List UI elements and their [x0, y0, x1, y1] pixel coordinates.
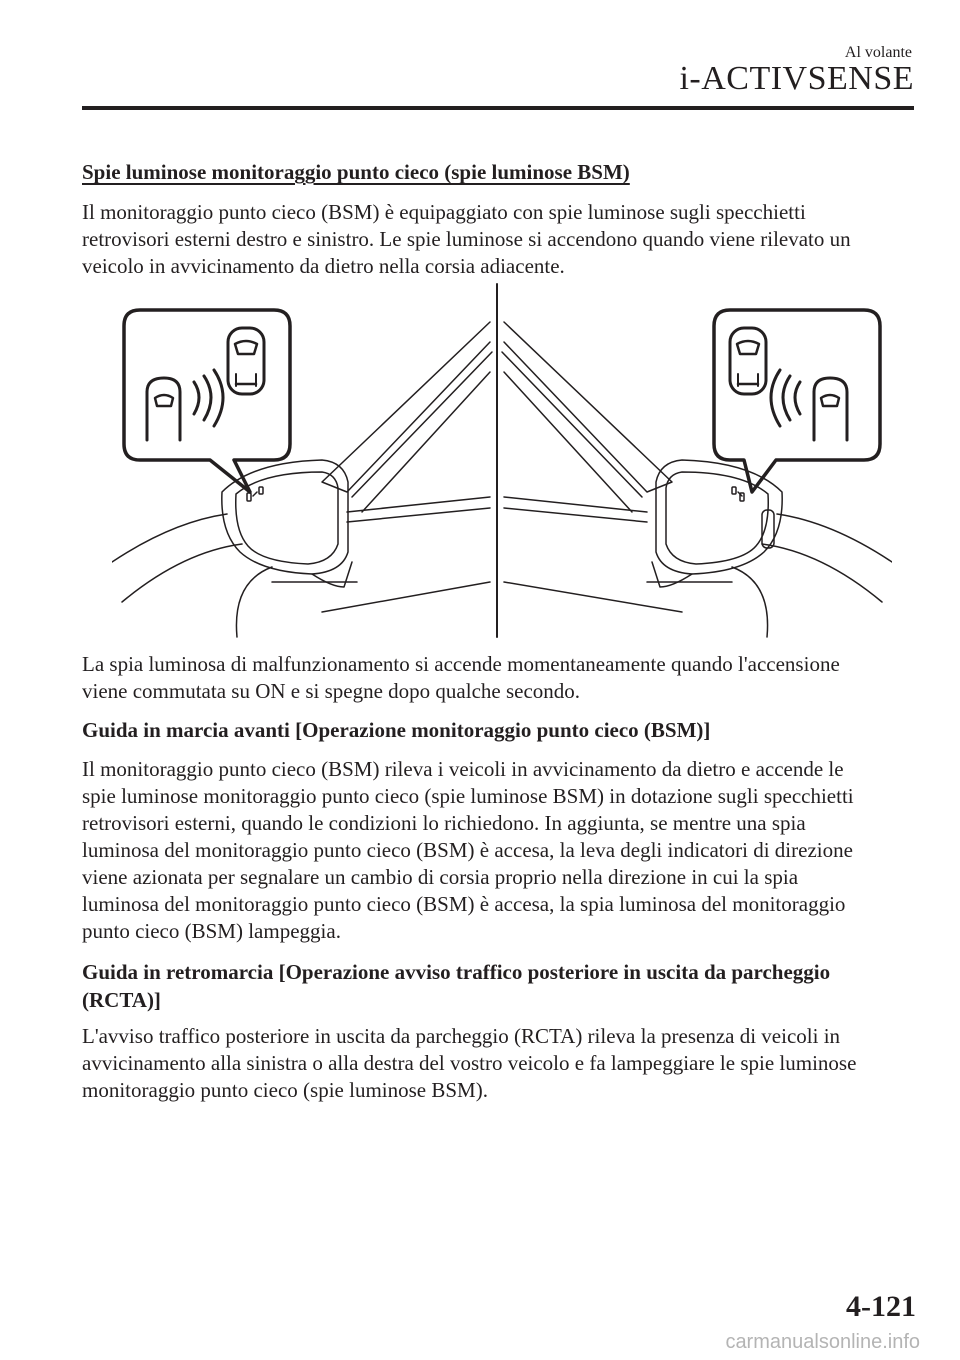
- text-line: luminosa del monitoraggio punto cieco (BSM) è accesa, la spia luminosa del monitoraggio: [82, 892, 846, 916]
- section-title: Al volante: [844, 44, 912, 61]
- reverse-driving-heading: [82, 958, 912, 1014]
- text-line: retrovisori esterni, quando le condizioni lo richiedono. In aggiunta, se mentre una spia: [82, 811, 806, 835]
- watermark: carmanualsonline.info: [725, 1331, 920, 1353]
- malfunction-paragraph: [82, 651, 912, 705]
- text-line: L'avviso traffico posteriore in uscita da parcheggio (RCTA) rileva la presenza di veicoli in: [82, 1024, 841, 1048]
- page-number: 4-121: [846, 1290, 916, 1323]
- text-line: Il monitoraggio punto cieco (BSM) rileva i veicoli in avvicinamento da dietro e accende le: [82, 757, 844, 781]
- text-line: Il monitoraggio punto cieco (BSM) è equipaggiato con spie luminose sugli specchietti: [82, 200, 806, 224]
- rcta-paragraph: [82, 1023, 912, 1104]
- text-line: retrovisori esterni destro e sinistro. Le spie luminose si accendono quando viene rilevato un: [82, 227, 851, 251]
- header-rule: [82, 106, 914, 110]
- chapter-title: i-ACTIVSENSE: [679, 60, 914, 97]
- text-line: La spia luminosa di malfunzionamento si accende momentaneamente quando l'accensione: [82, 652, 840, 676]
- text-line: punto cieco (BSM) lampeggia.: [82, 919, 341, 943]
- text-line: viene azionata per segnalare un cambio di corsia proprio nella direzione in cui la spia: [82, 865, 799, 889]
- text-line: avvicinamento alla sinistra o alla destra del vostro veicolo e fa lampeggiare le spie luminose: [82, 1051, 857, 1075]
- mirror-illustration: [112, 282, 892, 642]
- forward-driving-paragraph: [82, 756, 912, 945]
- text-line: veicolo in avvicinamento da dietro nella corsia adiacente.: [82, 254, 565, 278]
- heading-line: (RCTA)]: [82, 988, 161, 1012]
- text-line: monitoraggio punto cieco (spie luminose BSM).: [82, 1078, 488, 1102]
- forward-driving-heading: Guida in marcia avanti [Operazione monitoraggio punto cieco (BSM)]: [82, 718, 711, 742]
- heading-line: Guida in retromarcia [Operazione avviso traffico posteriore in uscita da parcheggio: [82, 960, 831, 984]
- text-line: viene commutata su ON e si spegne dopo qualche secondo.: [82, 679, 581, 703]
- text-line: luminosa del monitoraggio punto cieco (BSM) è accesa, la leva degli indicatori di direzione: [82, 838, 853, 862]
- bsm-lights-heading: Spie luminose monitoraggio punto cieco (spie luminose BSM): [82, 160, 630, 184]
- bsm-lights-paragraph: [82, 199, 912, 280]
- text-line: spie luminose monitoraggio punto cieco (spie luminose BSM) in dotazione sugli specchietti: [82, 784, 854, 808]
